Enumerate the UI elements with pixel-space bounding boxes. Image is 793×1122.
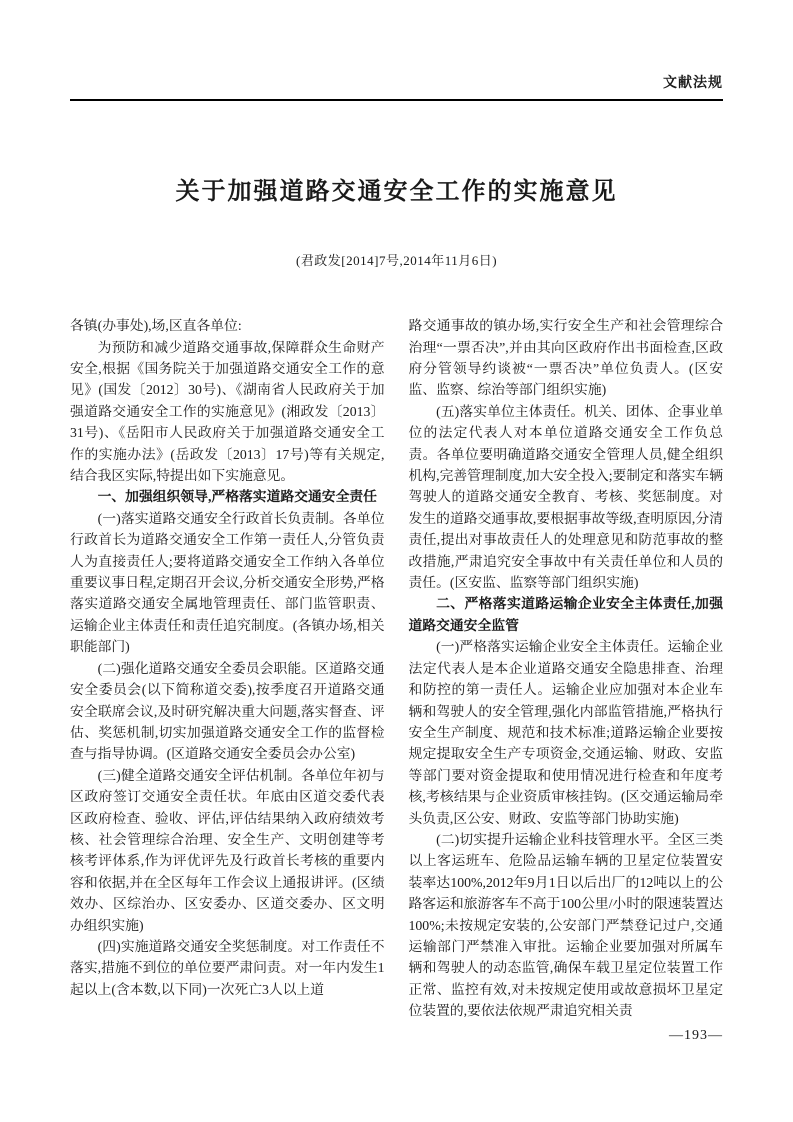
- paragraph-body: (一)落实道路交通安全行政首长负责制。各单位行政首长为道路交通安全工作第一责任人,分管负责人为直接责任人;要将道路交通安全工作纳入各单位重要议事日程,定期召开会议,分析交通安全形势,严格落实道路交通安全属地管理责任、部门监管职责、运输企业主体责任和责任追究制度。(各镇办场,相关职能部门): [70, 510, 385, 655]
- document-number-line: (君政发[2014]7号,2014年11月6日): [295, 253, 498, 269]
- paragraph-body: (一)严格落实运输企业安全主体责任。运输企业法定代表人是本企业道路交通安全隐患排查、治理和防控的第一责任人。运输企业应加强对本企业车辆和驾驶人的安全管理,强化内部监管措施,严格执行安全生产制度、规范和技术标准;道路运输企业要按规定提取安全生产专项资金,交通运输、财政、安监等部门要对资金提取和使用情况进行检查和年度考核,考核结果与企业资质审核挂钩。(区交通运输局牵头负责,区公安、财政、安监等部门协助实施): [408, 639, 723, 826]
- paragraph-continuation: 路交通事故的镇办场,实行安全生产和社会管理综合治理“一票否决”,并由其向区政府作出书面检查,区政府分管领导约谈被“一票否决”单位负责人。(区安监、监察、综治等部门组织实施): [408, 318, 723, 398]
- paragraph-body: 为预防和减少道路交通事故,保障群众生命财产安全,根据《国务院关于加强道路交通安全工作的意见》(国发〔2012〕30号)、《湖南省人民政府关于加强道路交通安全工作的实施意见》(湘政发〔2013〕31号)、《岳阳市人民政府关于加强道路交通安全工作的实施办法》(岳政发〔2013〕17号)等有关规定,结合我区实际,特提出如下实施意见。: [70, 339, 385, 484]
- paragraph-body: (四)实施道路交通安全奖惩制度。对工作责任不落实,措施不到位的单位要严肃问责。对一年内发生1起以上(含本数,以下同)一次死亡3人以上道: [70, 938, 385, 997]
- page-footer: [669, 1028, 723, 1044]
- right-column: [409, 315, 724, 1021]
- page-header: [70, 72, 723, 101]
- paragraph-body: (二)切实提升运输企业科技管理水平。全区三类以上客运班车、危险品运输车辆的卫星定位装置安装率达100%,2012年9月1日以后出厂的12吨以上的公路客运和旅游客车不高于100公里/小时的限速装置达100%;未按规定安装的,公安部门严禁登记过户,交通运输部门严禁准入审批。运输企业要加强对所属车辆和驾驶人的动态监管,确保车载卫星定位装置工作正常、监控有效,对未按规定使用或故意损坏卫星定位装置的,要依法依规严肃追究相关责: [408, 831, 723, 1019]
- section-label: 文献法规: [663, 76, 723, 91]
- paragraph-body: (五)落实单位主体责任。机关、团体、企事业单位的法定代表人对本单位道路交通安全工作负总责。各单位要明确道路交通安全管理人员,健全组织机构,完善管理制度,加大安全投入;要制定和落实车辆驾驶人的道路交通安全教育、考核、奖惩制度。对发生的道路交通事故,要根据事故等级,查明原因,分清责任,提出对事故责任人的处理意见和防范事故的整改措施,严肃追究安全事故中有关责任单位和人员的责任。(区安监、监察等部门组织实施): [408, 403, 723, 591]
- paragraph-heading: 二、严格落实道路运输企业安全主体责任,加强道路交通安全监管: [408, 596, 723, 633]
- document-title: 关于加强道路交通安全工作的实施意见: [175, 179, 618, 205]
- page-number: —193—: [669, 1028, 723, 1043]
- content-columns: [70, 315, 723, 1021]
- page-content: [70, 0, 723, 1022]
- paragraph-salutation: 各镇(办事处),场,区直各单位:: [70, 318, 242, 334]
- paragraph-heading: 一、加强组织领导,严格落实道路交通安全责任: [97, 489, 377, 505]
- paragraph-body: (三)健全道路交通安全评估机制。各单位年初与区政府签订交通安全责任状。年底由区道交委代表区政府检查、验收、评估,评估结果纳入政府绩效考核、社会管理综合治理、安全生产、文明创建等考核考评体系,作为评优评先及行政首长考核的重要内容和依据,并在全区每年工作会议上通报讲评。(区绩效办、区综治办、区安委办、区道交委办、区文明办组织实施): [70, 767, 385, 933]
- left-column: [70, 315, 385, 1021]
- paragraph-body: (二)强化道路交通安全委员会职能。区道路交通安全委员会(以下简称道交委),按季度召开道路交通安全联席会议,及时研究解决重大问题,落实督查、评估、奖惩机制,切实加强道路交通安全工作的监督检查与指导协调。(区道路交通安全委员会办公室): [70, 660, 385, 762]
